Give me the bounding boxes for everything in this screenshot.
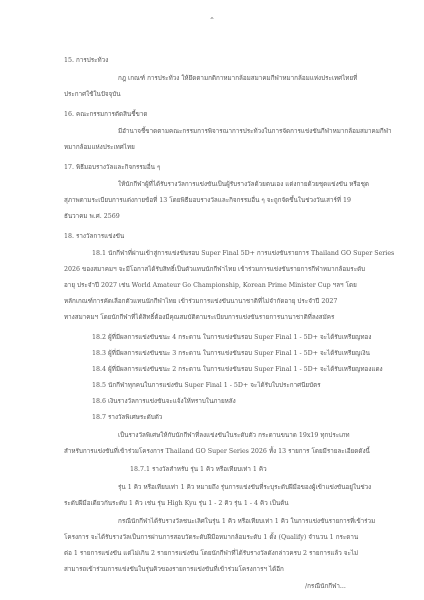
item-18-7-1-heading: 18.7.1 รางวัลสำหรับ รุ่น 1 คิว หรือเทียบเท่า 1 คิว	[130, 466, 267, 473]
item-18-2: 18.2 ผู้ที่มีผลการแข่งขันชนะ 4 กระดาน ในการแข่งขันรอบ Super Final 1 - 5D+ จะได้รับเหรียญทอง	[92, 334, 372, 341]
item-18-1-line: อายุ ประจำปี 2027 เช่น World Amateur Go Championship, Korean Prime Minister Cup ฯลฯ โดย	[64, 282, 357, 289]
item-18-5: 18.5 นักกีฬาทุกคนในการแข่งขัน Super Final 1 - 5D+ จะได้รับใบประกาศนียบัตร	[92, 382, 321, 389]
section-18-heading: 18. รางวัลการแข่งขัน	[64, 233, 125, 240]
item-18-7-heading: 18.7 รางวัลพิเศษระดับตัว	[92, 414, 163, 421]
item-18-1-line: ทางสมาคมฯ โดยนักกีฬาที่ได้สิทธิ์ต้องมีคุณสมบัติตามระเบียบการแข่งขันรายการนานาชาติที่ลงสมัคร	[64, 314, 335, 321]
item-18-7-1-text-line: ระดับฝีมือเดียวกันระดับ 1 คิว เช่น รุ่น High Kyu รุ่น 1 - 2 คิว รุ่น 1 - 4 คิว เป็นต้น	[64, 500, 289, 507]
item-18-1-line: 18.1 นักกีฬาที่ผ่านเข้าสู่การแข่งขันรอบ Super Final 5D+ การแข่งขันรายการ Thailand GO Super Series	[92, 250, 395, 257]
item-18-7-1-text-line: สามารถเข้าร่วมการแข่งขันในรุ่นคิวของรายการแข่งขันที่เข้าร่วมโครงการฯ ได้อีก	[64, 566, 284, 573]
section-17-text-line: ธันวาคม พ.ศ. 2569	[64, 213, 120, 220]
item-18-3: 18.3 ผู้ที่มีผลการแข่งขันชนะ 3 กระดาน ในการแข่งขันรอบ Super Final 1 - 5D+ จะได้รับเหรียญเงิน	[92, 350, 370, 357]
section-15-text-line: ประกาศใช้ในปัจจุบัน	[64, 91, 121, 98]
item-18-7-1-text-line: กรณีนักกีฬาได้รับรางวัลชนะเลิศในรุ่น 1 คิว หรือเทียบเท่า 1 คิว ในการแข่งขันรายการที่เข้าร่วม	[118, 518, 376, 525]
item-18-7-text-line: สำหรับการแข่งขันที่เข้าร่วมโครงการ Thailand GO Super Series 2026 ทั้ง 13 รายการ โดยมีรายละเอียดดังนี้	[64, 448, 370, 455]
page-number: -8-	[210, 16, 214, 20]
item-18-7-1-text-line: โครงการ จะได้รับรางวัลเป็นการผ่านการสอบวัดระดับฝีมือหมากล้อมระดับ 1 ดั้ง (Qualify) จำนวน 1 กระดาน	[64, 534, 359, 541]
item-18-7-1-text-line: รุ่น 1 คิว หรือเทียบเท่า 1 คิว หมายถึง รุ่นการแข่งขันที่ระบุระดับฝีมือของผู้เข้าแข่งขันอยู่ในช่วง	[118, 484, 372, 491]
section-17-text-line: ให้นักกีฬาผู้ที่ได้รับรางวัลการแข่งขันเป็นผู้รับรางวัลด้วยตนเอง แต่งกายด้วยชุดแข่งขัน หรือชุด	[118, 181, 369, 188]
item-18-1-line: หลักเกณฑ์การคัดเลือกตัวแทนนักกีฬาไทย เข้าร่วมการแข่งขันนานาชาติที่ไม่จำกัดอายุ ประจำปี 2027	[64, 298, 338, 305]
section-17-heading: 17. พิธีมอบรางวัลและกิจกรรมอื่น ๆ	[64, 164, 161, 171]
continuation-note: /กรณีนักกีฬา...	[305, 583, 346, 590]
section-15-heading: 15. การประท้วง	[64, 57, 109, 64]
section-17-text-line: สุภาพตามระเบียบการแต่งกายข้อที่ 13 โดยพิธีมอบรางวัลและกิจกรรมอื่น ๆ จะถูกจัดขึ้นในช่วงวันเสาร์ที่ 19	[64, 197, 352, 204]
item-18-1-line: 2026 ของสมาคมฯ จะมีโอกาสได้รับสิทธิ์เป็นตัวแทนนักกีฬาไทย เข้าร่วมการแข่งขันรายการกีฬาหมากล้อมระดับ	[64, 266, 366, 273]
item-18-7-text-line: เป็นรางวัลพิเศษให้กับนักกีฬาที่ลงแข่งขันในระดับตัว กระดานขนาด 19x19 ทุกประเภท	[118, 432, 350, 439]
section-16-text-line: หมากล้อมแห่งประเทศไทย	[64, 144, 135, 151]
item-18-4: 18.4 ผู้ที่มีผลการแข่งขันชนะ 2 กระดาน ในการแข่งขันรอบ Super Final 1 - 5D+ จะได้รับเหรียญทองแดง	[92, 366, 383, 373]
section-16-heading: 16. คณะกรรมการตัดสินชี้ขาด	[64, 111, 148, 118]
section-15-text-line: กฎ เกณฑ์ การประท้วง ให้ยึดตามกติกาหมากล้อมสมาคมกีฬาหมากล้อมแห่งประเทศไทยที่	[118, 75, 358, 82]
item-18-7-1-text-line: ต่อ 1 รายการแข่งขัน แต่ไม่เกิน 2 รายการแข่งขัน โดยนักกีฬาที่ได้รับรางวัลดังกล่าวครบ 2 รายการแล้ว จะไม่	[64, 550, 359, 557]
section-16-text-line: มีอำนาจชี้ขาดตามคณะกรรมการพิจารณาการประท้วงในการจัดการแข่งขันกีฬาหมากล้อมสมาคมกีฬา	[118, 128, 392, 135]
item-18-6: 18.6 เงินรางวัลการแข่งขันจะแจ้งให้ทราบในภายหลัง	[92, 398, 236, 405]
